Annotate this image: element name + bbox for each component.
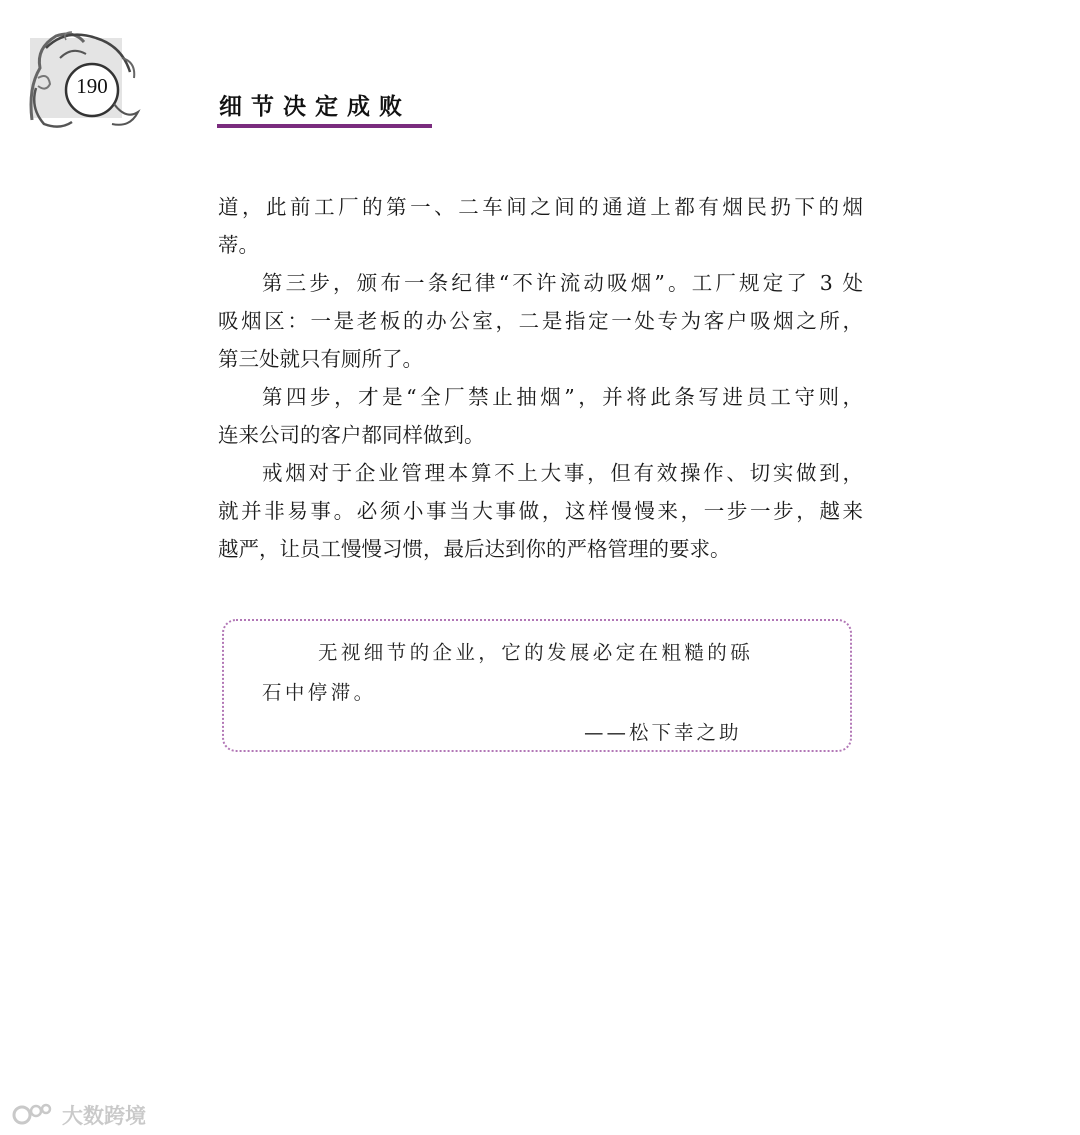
watermark-logo-icon — [12, 1101, 56, 1129]
watermark-text: 大数跨境 — [62, 1104, 146, 1128]
quote-box — [222, 619, 852, 752]
quote-line-1: 无视细节的企业，它的发展必定在粗糙的砾 — [318, 641, 754, 664]
body-line: 第四步，才是“全厂禁止抽烟”，并将此条写进员工守则， — [262, 385, 863, 409]
body-line: 就并非易事。必须小事当大事做，这样慢慢来，一步一步，越来 — [218, 499, 863, 523]
body-line: 连来公司的客户都同样做到。 — [218, 423, 485, 447]
page-number: 190 — [76, 74, 108, 98]
watermark — [12, 1100, 146, 1130]
body-line: 第三步，颁布一条纪律“不许流动吸烟”。工厂规定了 3 处 — [262, 271, 863, 295]
body-line: 道，此前工厂的第一、二车间之间的通道上都有烟民扔下的烟 — [218, 195, 863, 219]
body-line: 吸烟区：一是老板的办公室，二是指定一处专为客户吸烟之所， — [218, 309, 863, 333]
quote-line-2: 石中停滞。 — [262, 681, 377, 704]
title-underline — [217, 124, 432, 128]
body-line: 第三处就只有厕所了。 — [218, 347, 423, 371]
book-title: 细节决定成败 — [219, 93, 411, 120]
body-line: 蒂。 — [218, 233, 259, 257]
body-line: 戒烟对于企业管理本算不上大事，但有效操作、切实做到， — [262, 461, 863, 485]
quote-attribution: ——松下幸之助 — [584, 721, 742, 744]
body-line: 越严，让员工慢慢习惯，最后达到你的严格管理的要求。 — [218, 537, 731, 561]
body-text — [218, 188, 863, 568]
